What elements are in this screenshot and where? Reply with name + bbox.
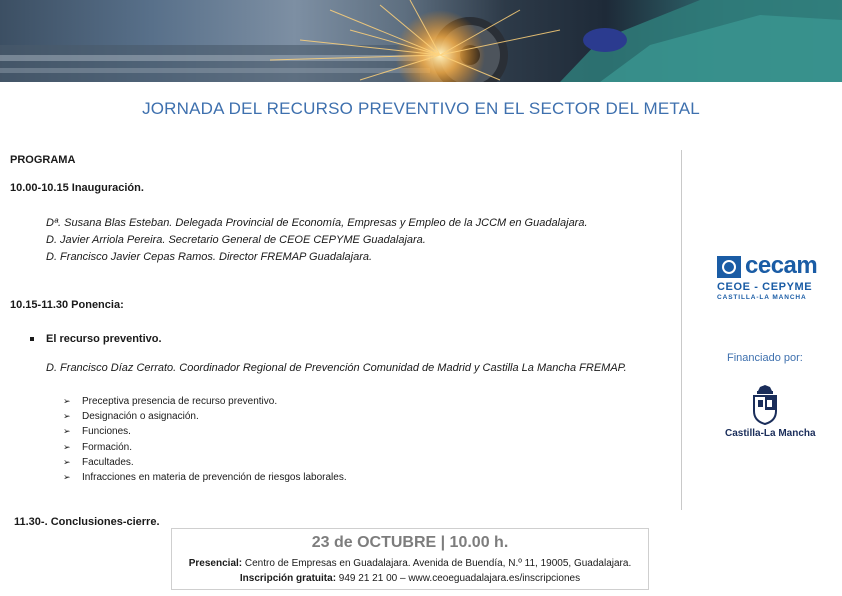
sparks-illustration — [0, 0, 842, 82]
topic-item: Funciones. — [82, 426, 131, 437]
session-3-time: 11.30-. Conclusiones-cierre. — [14, 516, 160, 528]
arrow-bullet-icon: ➢ — [63, 426, 71, 436]
topic-item: Facultades. — [82, 457, 134, 468]
topic-item: Infracciones en materia de prevención de riesgos laborales. — [82, 472, 347, 483]
session-2-speaker: D. Francisco Díaz Cerrato. Coordinador Regional de Prevención Comunidad de Madrid y Castilla La Mancha FREMAP. — [46, 362, 627, 374]
cecam-name: cecam — [745, 252, 818, 279]
financiado-label: Financiado por: — [727, 352, 803, 364]
arrow-bullet-icon: ➢ — [63, 472, 71, 482]
arrow-bullet-icon: ➢ — [63, 396, 71, 406]
cecam-region: CASTILLA-LA MANCHA — [717, 294, 807, 301]
cecam-logo — [717, 252, 818, 303]
event-location — [172, 558, 648, 569]
event-info-box — [171, 528, 649, 590]
topic-item: Formación. — [82, 442, 133, 453]
vertical-divider — [681, 150, 682, 510]
session-2-time: 10.15-11.30 Ponencia: — [10, 299, 124, 311]
castilla-la-mancha-shield-icon — [751, 385, 779, 425]
topic-item: Preceptiva presencia de recurso preventivo. — [82, 396, 278, 407]
arrow-bullet-icon: ➢ — [63, 411, 71, 421]
event-date: 23 de OCTUBRE | 10.00 h. — [311, 534, 509, 551]
event-registration — [172, 573, 648, 584]
header-banner-image — [0, 0, 842, 82]
topic-item: Designación o asignación. — [82, 411, 199, 422]
page-title: JORNADA DEL RECURSO PREVENTIVO EN EL SECTOR DEL METAL — [142, 99, 700, 118]
arrow-bullet-icon: ➢ — [63, 442, 71, 452]
inscripcion-label: Inscripción gratuita: — [239, 573, 337, 584]
speaker-2: D. Javier Arriola Pereira. Secretario General de CEOE CEPYME Guadalajara. — [46, 234, 426, 246]
presencial-text: Centro de Empresas en Guadalajara. Avenida de Buendía, N.º 11, 19005, Guadalajara. — [242, 558, 632, 569]
cecam-subtitle: CEOE - CEPYME — [717, 281, 813, 293]
speaker-1: Dª. Susana Blas Esteban. Delegada Provincial de Economía, Empresas y Empleo de la JCCM en Guadalajara. — [46, 217, 588, 229]
inscripcion-text: 949 21 21 00 – www.ceoeguadalajara.es/inscripciones — [336, 573, 581, 584]
arrow-bullet-icon: ➢ — [63, 457, 71, 467]
session-2-topic: El recurso preventivo. — [46, 333, 162, 345]
session-1-time: 10.00-10.15 Inauguración. — [10, 182, 144, 194]
cecam-emblem-icon — [717, 256, 741, 278]
presencial-label: Presencial: — [188, 558, 243, 569]
square-bullet-icon — [30, 337, 34, 341]
programa-heading: PROGRAMA — [10, 154, 76, 166]
clm-name: Castilla-La Mancha — [725, 428, 816, 439]
speaker-3: D. Francisco Javier Cepas Ramos. Director FREMAP Guadalajara. — [46, 251, 373, 263]
